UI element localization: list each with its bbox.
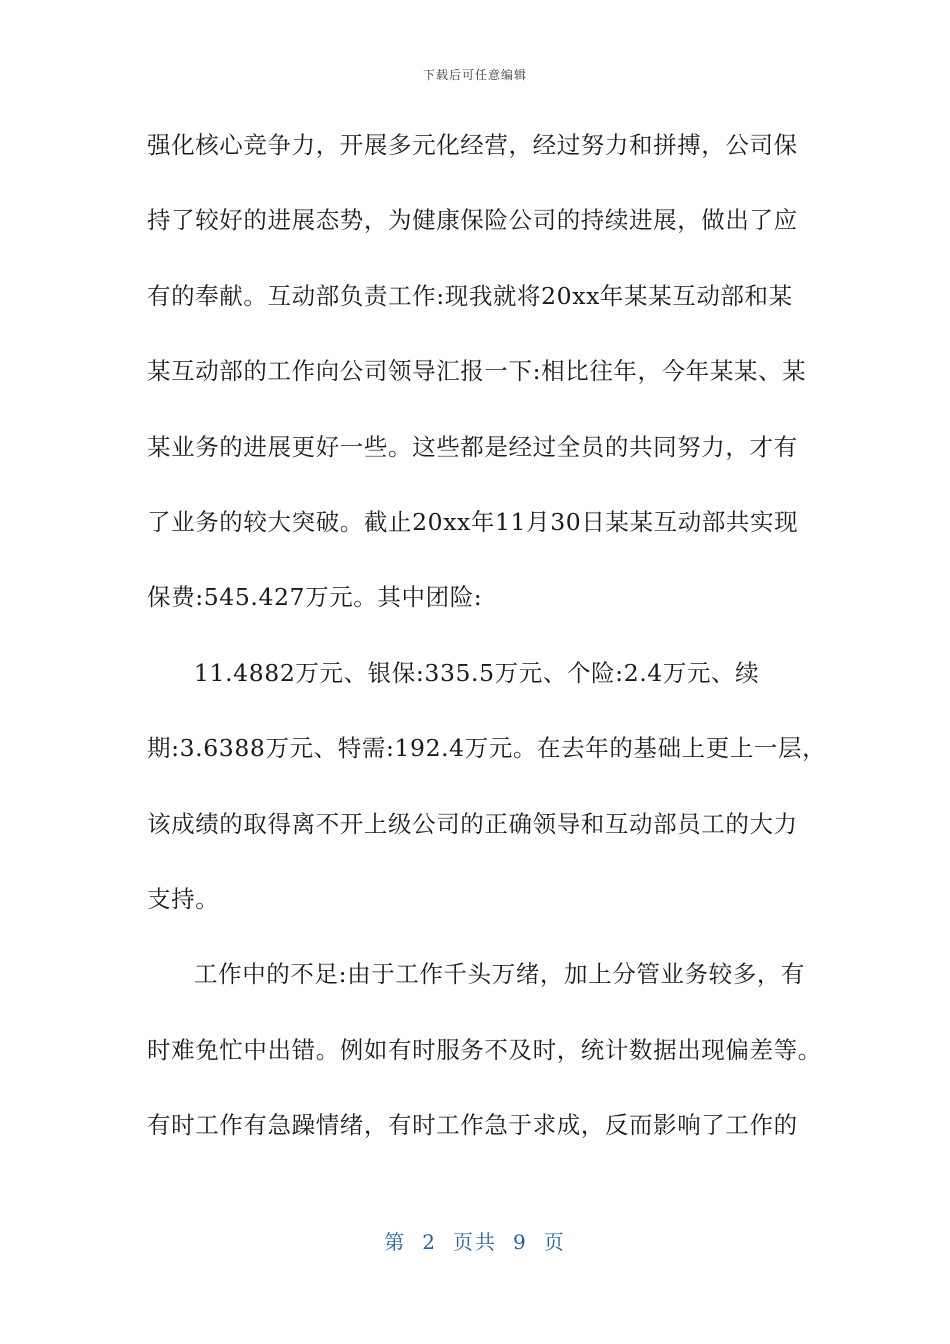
paragraph-line: 强化核心竞争力，开展多元化经营，经过努力和拼搏，公司保 bbox=[147, 131, 798, 159]
paragraph-line: 时难免忙中出错。例如有时服务不及时，统计数据出现偏差等。 bbox=[147, 1035, 822, 1064]
page-middle: 页共 bbox=[453, 1230, 497, 1254]
paragraph-line: 支持。 bbox=[147, 884, 220, 913]
paragraph-line: 期:3.6388万元、特需:192.4万元。在去年的基础上更上一层， bbox=[147, 734, 827, 763]
paragraph-line: 持了较好的进展态势，为健康保险公司的持续进展，做出了应 bbox=[147, 206, 798, 235]
page-total: 9 bbox=[513, 1230, 528, 1254]
paragraph-line: 保费:545.427万元。其中团险: bbox=[147, 583, 483, 612]
paragraph-line: 该成绩的取得离不开上级公司的正确领导和互动部员工的大力 bbox=[147, 809, 798, 838]
paragraph-line: 了业务的较大突破。截止20xx年11月30日某某互动部共实现 bbox=[147, 507, 799, 536]
paragraph-line: 某业务的进展更好一些。这些都是经过全员的共同努力，才有 bbox=[147, 432, 798, 461]
page-prefix: 第 bbox=[384, 1230, 407, 1254]
page-current: 2 bbox=[422, 1230, 437, 1254]
header-note: 下载后可任意编辑 bbox=[422, 68, 527, 82]
document-body bbox=[147, 127, 827, 1182]
paragraph-line: 工作中的不足:由于工作千头万绪，加上分管业务较多，有 bbox=[194, 960, 806, 989]
paragraph-line: 有时工作有急躁情绪，有时工作急于求成，反而影响了工作的 bbox=[147, 1111, 798, 1140]
paragraph-line: 11.4882万元、银保:335.5万元、个险:2.4万元、续 bbox=[194, 658, 760, 687]
paragraph-line: 某互动部的工作向公司领导汇报一下:相比往年，今年某某、某 bbox=[147, 357, 807, 386]
page-number-footer bbox=[0, 1226, 950, 1255]
page-suffix: 页 bbox=[543, 1230, 566, 1254]
paragraph-line: 有的奉献。互动部负责工作:现我就将20xx年某某互动部和某 bbox=[147, 281, 793, 310]
